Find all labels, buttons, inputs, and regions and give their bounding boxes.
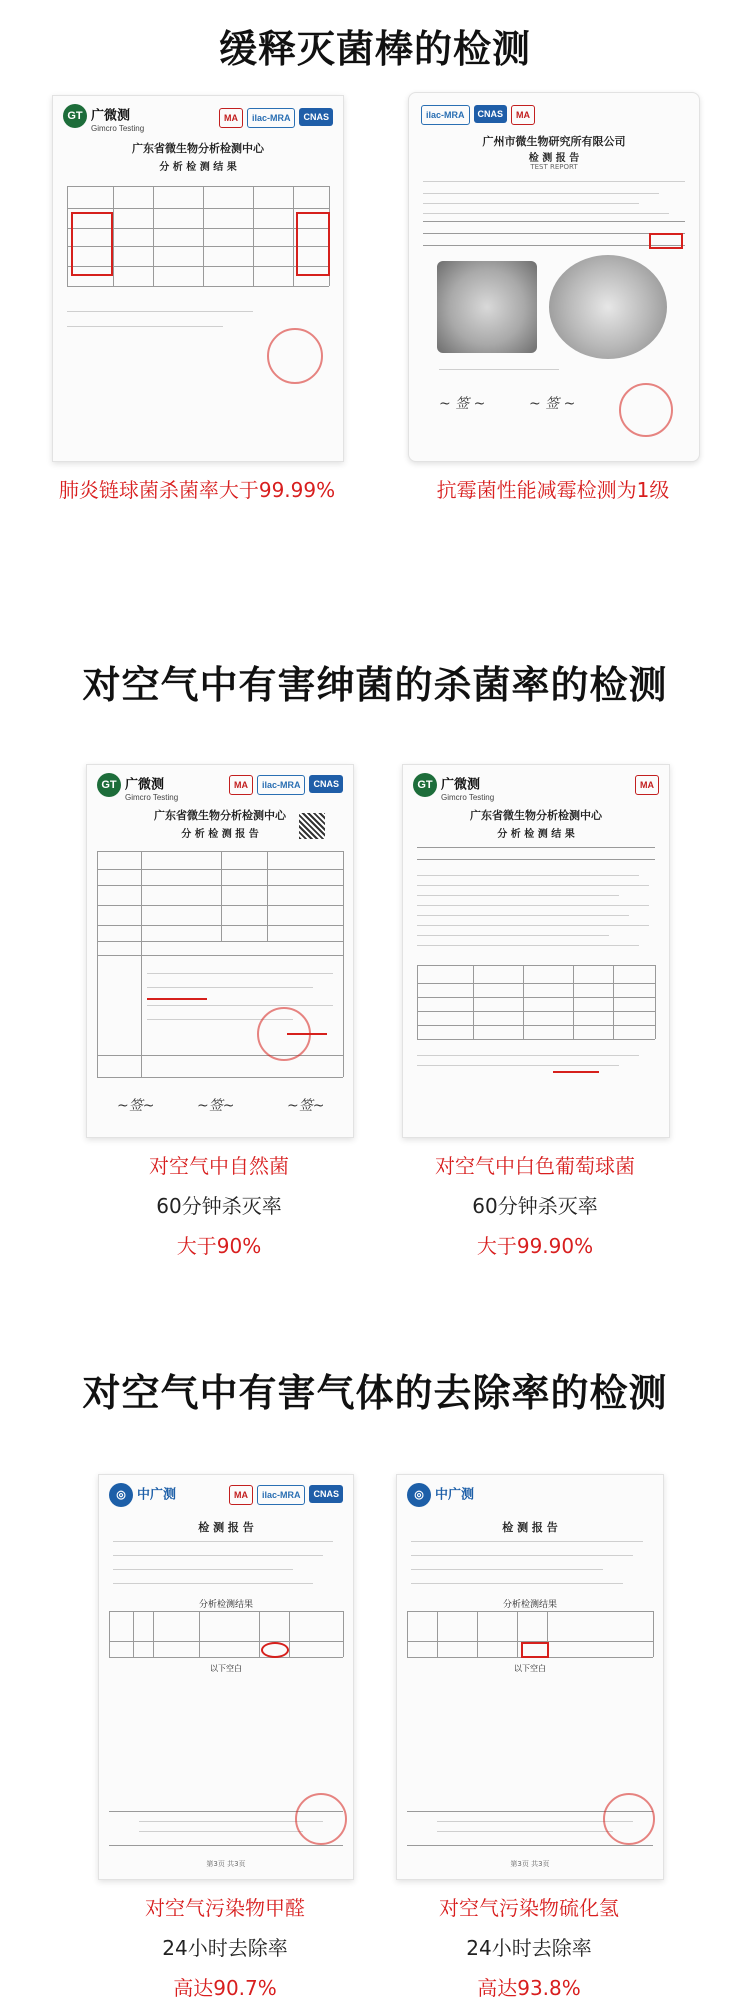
gimcro-logo: GT 广微测 Gimcro Testing: [413, 773, 494, 802]
report-caption: 24小时去除率: [466, 1936, 592, 1960]
report-image: [402, 764, 670, 1138]
report-title: 检 测 报 告: [502, 1521, 558, 1534]
gimcro-logo: GT 广微测 Gimcro Testing: [63, 104, 144, 133]
highlight-box: [261, 1642, 289, 1658]
cma-badge: MA: [219, 108, 243, 128]
official-stamp: [295, 1793, 347, 1845]
end-of-table: 以下空白: [210, 1664, 242, 1673]
report-image: [86, 764, 354, 1138]
cnas-badge: CNAS: [309, 775, 343, 793]
zgc-logo-icon: ◎: [407, 1483, 431, 1507]
highlight-box: [71, 212, 113, 276]
report-caption: 60分钟杀灭率: [156, 1194, 282, 1218]
official-stamp: [603, 1793, 655, 1845]
ilac-badge: ilac-MRA: [421, 105, 470, 125]
table-title: 分析检测结果: [198, 1600, 253, 1610]
gimcro-logo-icon: GT: [63, 104, 87, 128]
signature: ~ 签 ~: [529, 396, 576, 412]
report-caption: 高达90.7%: [173, 1976, 277, 2000]
report-title: 广东省微生物分析检测中心: [470, 809, 602, 822]
report-caption: 高达93.8%: [477, 1976, 581, 2000]
signature: ~签~: [197, 1098, 235, 1114]
page-number: 第3页 共3页: [510, 1860, 550, 1868]
report-image: [408, 92, 700, 462]
cnas-badge: CNAS: [309, 1485, 343, 1503]
report-caption: 24小时去除率: [162, 1936, 288, 1960]
report-title: 检 测 报 告: [198, 1521, 254, 1534]
report-image: [396, 1474, 664, 1880]
ilac-badge: ilac-MRA: [257, 775, 306, 795]
official-stamp: [619, 383, 673, 437]
zgc-logo: ◎ 中广测: [109, 1483, 176, 1507]
signature: ~签~: [287, 1098, 325, 1114]
highlight-underline: [147, 998, 207, 1000]
official-stamp: [257, 1007, 311, 1061]
official-stamp: [267, 328, 323, 384]
signature: ~签~: [117, 1098, 155, 1114]
cert-badges: [421, 105, 535, 125]
cert-badges: [229, 775, 343, 795]
signature: ~ 签 ~: [439, 396, 486, 412]
report-caption: 抗霉菌性能减霉检测为1级: [436, 478, 670, 502]
cma-badge: MA: [511, 105, 535, 125]
report-image: [52, 95, 344, 462]
report-subtitle: 分 析 检 测 结 果: [159, 162, 237, 173]
report-title: 广东省微生物分析检测中心: [154, 809, 286, 822]
highlight-underline: [553, 1071, 599, 1073]
report-caption: 大于99.90%: [476, 1234, 594, 1258]
report-title: 广州市微生物研究所有限公司: [482, 135, 626, 148]
sample-photo: [549, 255, 667, 359]
section-heading: 对空气中有害绅菌的杀菌率的检测: [82, 663, 668, 707]
report-caption: 对空气中自然菌: [149, 1154, 289, 1178]
report-caption: 大于90%: [176, 1234, 262, 1258]
gimcro-logo-icon: GT: [97, 773, 121, 797]
ilac-badge: ilac-MRA: [247, 108, 296, 128]
highlight-box: [521, 1642, 549, 1658]
highlight-box: [649, 233, 683, 249]
gimcro-logo-icon: GT: [413, 773, 437, 797]
highlight-box: [296, 212, 330, 276]
report-title: 广东省微生物分析检测中心: [132, 142, 264, 155]
report-caption: 对空气污染物甲醛: [145, 1896, 305, 1920]
section-heading: 对空气中有害气体的去除率的检测: [82, 1371, 668, 1415]
zgc-logo: ◎ 中广测: [407, 1483, 474, 1507]
sample-photo: [437, 261, 537, 353]
end-of-table: 以下空白: [514, 1664, 546, 1673]
cma-badge: MA: [229, 775, 253, 795]
report-caption: 对空气中白色葡萄球菌: [435, 1154, 635, 1178]
cert-badges: [219, 108, 333, 128]
section-heading: 缓释灭菌棒的检测: [218, 27, 531, 71]
gimcro-logo: GT 广微测 Gimcro Testing: [97, 773, 178, 802]
zgc-logo-icon: ◎: [109, 1483, 133, 1507]
report-image: [98, 1474, 354, 1880]
page-number: 第3页 共3页: [206, 1860, 246, 1868]
cma-badge: MA: [229, 1485, 253, 1505]
cma-badge: MA: [635, 775, 659, 795]
ilac-badge: ilac-MRA: [257, 1485, 306, 1505]
report-subtitle: 分 析 检 测 报 告: [181, 829, 259, 840]
report-subtitle: 分 析 检 测 结 果: [497, 829, 575, 840]
report-subtitle-en: TEST REPORT: [530, 163, 578, 171]
cnas-badge: CNAS: [474, 105, 508, 123]
report-subtitle: 检 测 报 告: [528, 153, 580, 164]
qr-code: [299, 813, 325, 839]
table-title: 分析检测结果: [502, 1600, 557, 1610]
cnas-badge: CNAS: [299, 108, 333, 126]
report-caption: 肺炎链球菌杀菌率大于99.99%: [58, 478, 336, 502]
report-caption: 对空气污染物硫化氢: [439, 1896, 619, 1920]
cert-badges: [229, 1485, 343, 1505]
cert-badges: [635, 775, 659, 795]
report-caption: 60分钟杀灭率: [472, 1194, 598, 1218]
